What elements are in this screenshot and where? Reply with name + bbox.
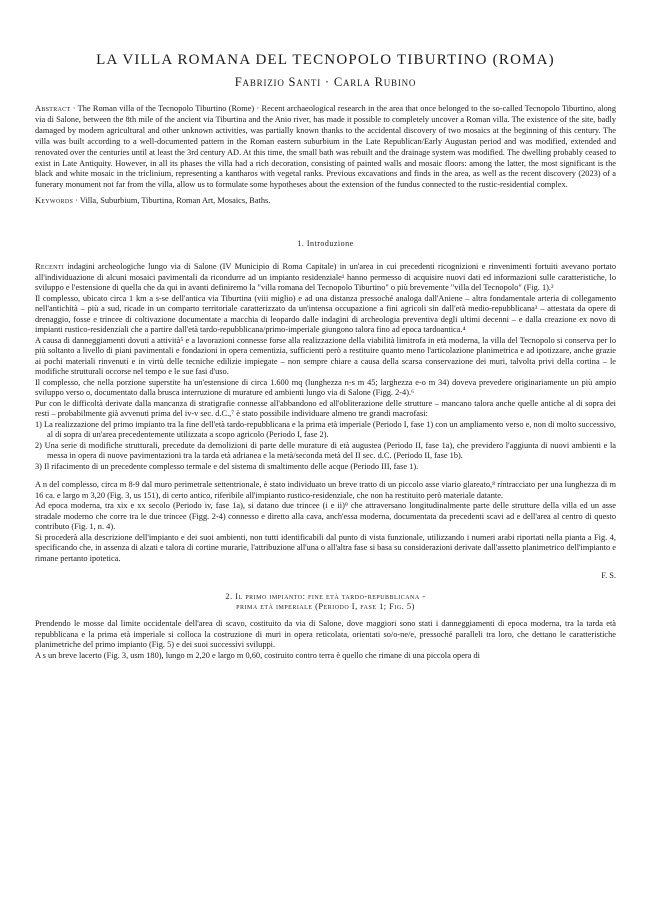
section-1-body: [35, 262, 616, 580]
lead-word: Recenti: [35, 262, 64, 272]
section-2-heading: [35, 592, 616, 612]
phase-item: 2) Una serie di modifiche strutturali, precedute da demolizioni di parte delle murature di età augustea (Periodo II, fase 1a), che previdero l'aggiunta di nuovi ambienti e la messa in opera di nuove pavimentazioni tra la tarda età adrianea e la metà/seconda metà del II sec. d.C. (Periodo II, fase 1b).: [35, 440, 616, 461]
abstract-label: Abstract: [35, 104, 71, 113]
keywords: [35, 196, 616, 207]
abstract-text: · The Roman villa of the Tecnopolo Tiburtino (Rome) · Recent archaeological research in the area that once belonged to the so-called Tecnopolo Tiburtino, along via di Salone, between the 8th mile of the ancient via Tiburtina and the Anio river, has made it possible to completely uncover a Roman villa. The existence of the site, badly damaged by modern agricultural and other unknown activities, was partially known thanks to the accidental discovery of two mosaics at the beginning of this century. The villa was built according to a well-documented pattern in the Roman eastern suburbium in the Late Republican/Early Augustan period and was modified, extended and renovated over the centuries until at least the 3rd century AD. At this time, the small bath was rebuilt and the drainage system was modified. The dwelling probably ceased to exist in Late Antiquity. However, in all its phases the villa had a rich decoration, consisting of painted walls and mosaic floors: among the latter, the most significant is the black and white mosaic in the triclinium, representing a kantharos with vegetal ranks. Previous excavations and finds in the area, as well as the recent discovery (2023) of a funerary monument not far from the villa, allow us to formulate some hypotheses about the extension of the fundus connected to the rustic-residential complex.: [35, 104, 616, 190]
keywords-label: Keywords: [35, 196, 74, 206]
paper-title: LA VILLA ROMANA DEL TECNOPOLO TIBURTINO (ROMA): [96, 52, 555, 68]
phase-list: [35, 420, 616, 473]
paragraph: Prendendo le mosse dal limite occidentale dell'area di scavo, costituito da via di Salone, dove maggiori sono stati i danneggiamenti di epoca moderna, tra la tarda età repubblicana e la prima età imperiale si colloca la costruzione di muri in opera reticolata, orientati so/o-ne/e, pressoché paralleli tra loro, che dettano le caratteristiche planimetriche del primo impianto (Fig. 5) e dei suoi successivi sviluppi.: [35, 619, 616, 650]
abstract: [35, 104, 616, 191]
paragraph: Si procederà alla descrizione dell'impianto e dei suoi ambienti, non tutti identificabili dal punto di vista funzionale, utilizzando i numeri arabi riportati nella pianta a Fig. 4, specificando che, in assenza di alzati e talora di cortine murarie, l'attribuzione all'una o all'altra fase si basa su considerazioni derivate dall'assetto planimetrico dell'impianto e rimane pertanto ipotetica.: [35, 532, 616, 563]
section-2-body: [35, 619, 616, 661]
paragraph-text: indagini archeologiche lungo via di Salone (IV Municipio di Roma Capitale) in un'area in cui precedenti ricognizioni e rinvenimenti fortuiti avevano portato all'individuazione di alcuni mosaici pavimentali da ricondurre ad un impianto residenziale¹ hanno permesso di acquisire nuovi dati ed informazioni sulle caratteristiche, lo sviluppo e l'estensione di quella che da qui in avanti definiremo la "villa romana del Tecnopolo Tiburtino" o più brevemente "villa del Tecnopolo" (Fig. 1).²: [35, 262, 616, 293]
paragraph: A causa di danneggiamenti dovuti a attività⁵ e a lavorazioni connesse forse alla realizzazione della viabilità limitrofa in età moderna, la villa del Tecnopolo si conserva per lo più soltanto a livello di piani pavimentali e fondazioni in opera cementizia, sufficienti però a restituire quanto meno l'articolazione planimetrica e ad ipotizzare, anche grazie ai pochi materiali rinvenuti e in virtù delle tecniche edilizie impiegate – non sempre chiare a causa della scarsa conservazione dei muri, talvolta privi della cortina – le modifiche strutturali occorse nel tempo e le sue fasi d'uso.: [35, 335, 616, 377]
keywords-text: · Villa, Suburbium, Tiburtina, Roman Art, Mosaics, Baths.: [73, 196, 271, 206]
author-signature: F. S.: [601, 571, 616, 581]
paragraph: [35, 262, 616, 294]
paragraph: A s un breve lacerto (Fig. 3, usm 180), lungo m 2,20 e largo m 0,60, costruito contro terra è quello che rimane di una piccola opera di: [35, 650, 480, 660]
section-2-heading-line-1: 2. Il primo impianto: fine età tardo-repubblicana -: [225, 592, 426, 602]
paragraph: Pur con le difficoltà derivate dalla mancanza di stratigrafie connesse all'abbandono ed all'obliterazione delle strutture – mancano talora anche quelle antiche al di sopra dei resti – probabilmente già avvenuti prima del iv-v sec. d.C.,⁷ è stato possibile individuare almeno tre grandi macrofasi:: [35, 398, 616, 419]
phase-item: 1) La realizzazione del primo impianto tra la fine dell'età tardo-repubblicana e la prima età imperiale (Periodo I, fase 1) con un ampliamento verso e, non di molto successivo, al di sopra di un'area precedentemente utilizzata a scopo agricolo (Periodo I, fase 2).: [35, 419, 616, 440]
phase-item: 3) Il rifacimento di un precedente complesso termale e del sistema di smaltimento delle acque (Periodo III, fase 1).: [35, 461, 419, 471]
paragraph: A n del complesso, circa m 8-9 dal muro perimetrale settentrionale, è stato individuato un breve tratto di un piccolo asse viario glareato,⁸ rintracciato per una lunghezza di m 16 ca. e largo m 3,20 (Fig. 3, us 151), di certo antico, riferibile all'impianto rustico-residenziale, che non ha restituito però materiale datante.: [35, 480, 616, 500]
paragraph: Il complesso, che nella porzione superstite ha un'estensione di circa 1.600 mq (lunghezza n-s m 45; larghezza e-o m 34) doveva prevedere originariamente un più ampio sviluppo verso o, documentato dalla brusca interruzione di murature ed ambienti lungo via di Salone (Figg. 2-4).⁶: [35, 377, 616, 398]
paper-authors: Fabrizio Santi · Carla Rubino: [234, 75, 417, 89]
paragraph: Ad epoca moderna, tra xix e xx secolo (Periodo iv, fase 1a), si datano due trincee (i e ii)⁹ che attraversano longitudinalmente parte delle strutture della villa ed un asse stradale moderno che corre tra le due trincee (Figg. 2-4) connesso e diretto alla cava, anch'essa moderna, documentata da precedenti scavi ad e dell'area al centro di questo contributo (Fig. 1, n. 4).: [35, 501, 616, 532]
paragraph: Il complesso, ubicato circa 1 km a s-se dell'antica via Tiburtina (viii miglio) e ad una distanza pressoché analoga dall'Aniene – altra fondamentale arteria di collegamento nell'antichità – più a sud, ricade in un comparto territoriale caratterizzato da un'intensa occupazione a fini agricoli sin dall'età medio-repubblicana³ – attestata da opere di drenaggio, fosse e trincee di coltivazione documentate a macchia di leopardo dalle indagini di archeologia preventiva degli ultimi decenni – e dalla creazione ex novo di impianti rustico-residenziali che a partire dall'età tardo-repubblicana/primo-imperiale giungono talora fino ad epoca tardoantica.⁴: [35, 293, 616, 335]
section-1-heading: 1. Introduzione: [297, 239, 354, 249]
section-2-heading-line-2: prima età imperiale (Periodo I, fase 1; Fig. 5): [236, 602, 415, 612]
